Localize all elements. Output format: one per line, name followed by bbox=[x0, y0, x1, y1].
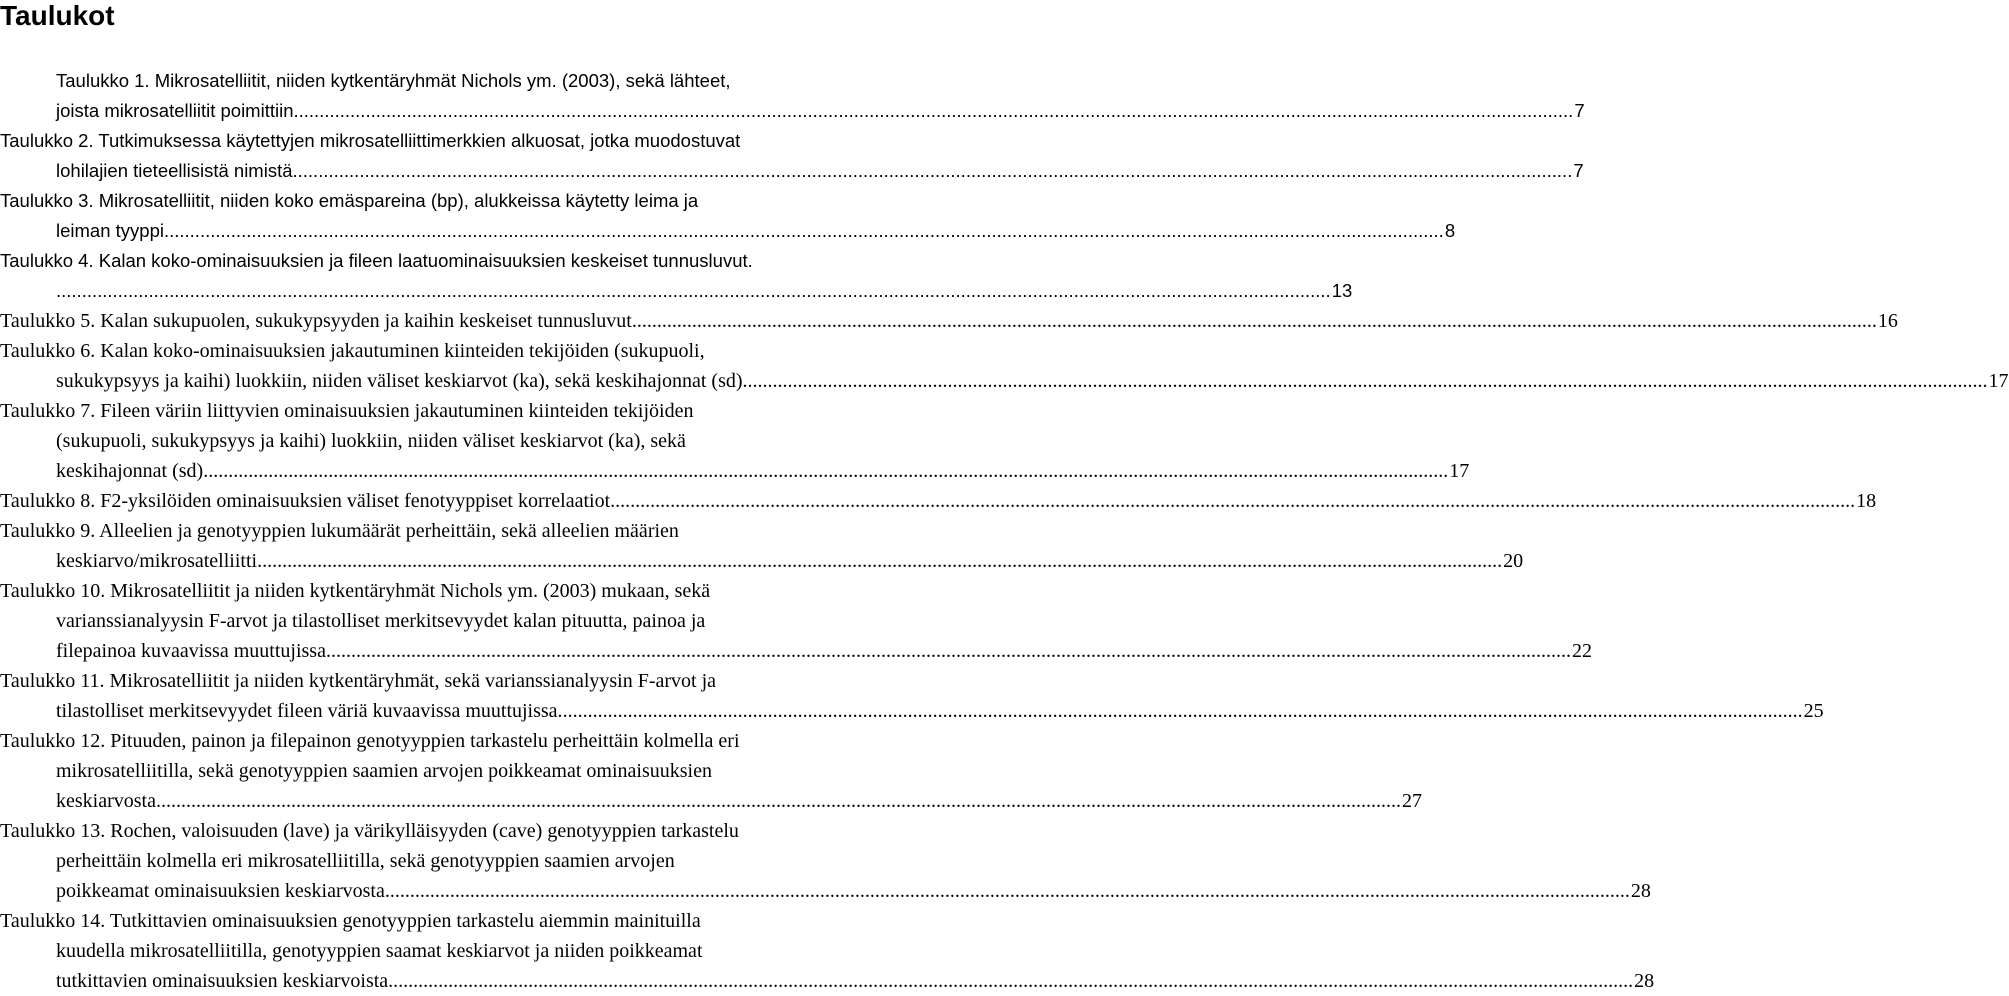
toc-entry-text: Taulukko 10. Mikrosatelliitit ja niiden kytkentäryhmät Nichols ym. (2003) mukaan, sekä bbox=[0, 580, 711, 602]
page-number: 22 bbox=[1571, 640, 1592, 662]
dot-leader bbox=[262, 546, 1502, 576]
toc-entry-text: Taulukko 9. Alleelien ja genotyyppien lukumäärät perheittäin, sekä alleelien määrien bbox=[0, 520, 679, 542]
page-number: 28 bbox=[1630, 880, 1651, 902]
toc-entry[interactable] bbox=[0, 246, 1353, 306]
page-number: 17 bbox=[1449, 460, 1470, 482]
toc-entry[interactable] bbox=[0, 666, 1824, 726]
toc-entry-text: (sukupuoli, sukukypsyys ja kaihi) luokkiin, niiden väliset keskiarvot (ka), sekä bbox=[56, 430, 686, 452]
dot-leader bbox=[331, 636, 1571, 666]
page-number: 7 bbox=[1573, 160, 1584, 181]
dot-leader bbox=[299, 96, 1574, 126]
toc-entry-text: poikkeamat ominaisuuksien keskiarvosta. bbox=[56, 880, 390, 902]
toc-entry-text: mikrosatelliitilla, sekä genotyyppien saamien arvojen poikkeamat ominaisuuksien bbox=[56, 760, 712, 782]
page-number: 8 bbox=[1444, 220, 1456, 241]
toc-entry-text: Taulukko 3. Mikrosatelliitit, niiden koko emäspareina (bp), alukkeissa käytetty leima ja bbox=[0, 190, 699, 211]
toc-entry[interactable] bbox=[0, 306, 1898, 336]
toc-entry[interactable] bbox=[0, 66, 1585, 126]
dot-leader bbox=[390, 876, 1630, 906]
toc-entry-text: Taulukko 12. Pituuden, painon ja filepainon genotyyppien tarkastelu perheittäin kolmella eri bbox=[0, 730, 740, 752]
toc-entry[interactable] bbox=[0, 186, 1456, 246]
toc-entry-text: Taulukko 1. Mikrosatelliitit, niiden kytkentäryhmät Nichols ym. (2003), sekä lähteet, bbox=[56, 70, 731, 91]
list-of-tables bbox=[0, 66, 2009, 996]
toc-entry[interactable] bbox=[0, 816, 1651, 906]
toc-entry-text: kuudella mikrosatelliitilla, genotyyppien saamat keskiarvot ja niiden poikkeamat bbox=[56, 940, 703, 962]
dot-leader bbox=[748, 366, 1988, 396]
dot-leader bbox=[161, 786, 1401, 816]
page-title: Taulukot bbox=[0, 0, 115, 31]
toc-entry-text: Taulukko 13. Rochen, valoisuuden (lave) ja värikylläisyyden (cave) genotyyppien tarkastelu bbox=[0, 820, 739, 842]
dot-leader bbox=[169, 216, 1444, 246]
toc-entry[interactable] bbox=[0, 396, 1470, 486]
dot-leader bbox=[56, 276, 1331, 306]
toc-entry-text: perheittäin kolmella eri mikrosatelliitilla, sekä genotyyppien saamien arvojen bbox=[56, 850, 675, 872]
toc-entry[interactable] bbox=[0, 726, 1422, 816]
toc-entry-text: Taulukko 6. Kalan koko-ominaisuuksien jakautuminen kiinteiden tekijöiden (sukupuoli, bbox=[0, 340, 705, 362]
page-number: 28 bbox=[1634, 970, 1655, 992]
page-number: 18 bbox=[1856, 490, 1877, 512]
toc-entry-text: Taulukko 2. Tutkimuksessa käytettyjen mikrosatelliittimerkkien alkuosat, jotka muodostuvat bbox=[0, 130, 741, 151]
toc-entry-text: leiman tyyppi. bbox=[56, 220, 170, 241]
dot-leader bbox=[208, 456, 1448, 486]
toc-entry-text: Taulukko 8. F2-yksilöiden ominaisuuksien väliset fenotyyppiset korrelaatiot. bbox=[0, 490, 616, 512]
dot-leader bbox=[637, 306, 1877, 336]
toc-entry-text: joista mikrosatelliitit poimittiin. bbox=[56, 100, 299, 121]
page-number: 16 bbox=[1877, 310, 1898, 332]
toc-entry[interactable] bbox=[0, 906, 1655, 996]
toc-entry-text: Taulukko 7. Fileen väriin liittyvien ominaisuuksien jakautuminen kiinteiden tekijöiden bbox=[0, 400, 694, 422]
toc-entry[interactable] bbox=[0, 486, 1877, 516]
toc-entry-text: tutkittavien ominaisuuksien keskiarvoista. bbox=[56, 970, 394, 992]
dot-leader bbox=[615, 486, 1855, 516]
toc-entry[interactable] bbox=[0, 576, 1592, 666]
toc-entry-text: keskiarvo/mikrosatelliitti. bbox=[56, 550, 263, 572]
dot-leader bbox=[563, 696, 1803, 726]
page-number: 13 bbox=[1331, 280, 1353, 301]
toc-entry-text: Taulukko 11. Mikrosatelliitit ja niiden kytkentäryhmät, sekä varianssianalyysin F-arvot ja bbox=[0, 670, 717, 692]
toc-entry-text: lohilajien tieteellisistä nimistä. bbox=[56, 160, 298, 181]
page-number: 27 bbox=[1401, 790, 1422, 812]
page-number: 7 bbox=[1574, 100, 1585, 121]
page-number: 17 bbox=[1988, 370, 2009, 392]
dot-leader bbox=[298, 156, 1573, 186]
page-number: 20 bbox=[1503, 550, 1524, 572]
toc-entry-text: keskiarvosta. bbox=[56, 790, 161, 812]
toc-entry[interactable] bbox=[0, 516, 1524, 576]
toc-entry-text: tilastolliset merkitsevyydet fileen väriä kuvaavissa muuttujissa. bbox=[56, 700, 563, 722]
toc-entry-text: sukukypsyys ja kaihi) luokkiin, niiden väliset keskiarvot (ka), sekä keskihajonnat (sd). bbox=[56, 370, 748, 392]
toc-entry-text: Taulukko 4. Kalan koko-ominaisuuksien ja fileen laatuominaisuuksien keskeiset tunnusluvut. bbox=[0, 250, 753, 271]
page-number: 25 bbox=[1803, 700, 1824, 722]
toc-entry[interactable] bbox=[0, 336, 2009, 396]
dot-leader bbox=[393, 966, 1633, 996]
toc-entry[interactable] bbox=[0, 126, 1584, 186]
toc-entry-text: Taulukko 14. Tutkittavien ominaisuuksien genotyyppien tarkastelu aiemmin mainituilla bbox=[0, 910, 701, 932]
toc-entry-text: keskihajonnat (sd). bbox=[56, 460, 209, 482]
toc-entry-text: varianssianalyysin F-arvot ja tilastolliset merkitsevyydet kalan pituutta, painoa ja bbox=[56, 610, 706, 632]
toc-entry-text: filepainoa kuvaavissa muuttujissa. bbox=[56, 640, 331, 662]
toc-entry-text: Taulukko 5. Kalan sukupuolen, sukukypsyyden ja kaihin keskeiset tunnusluvut. bbox=[0, 310, 637, 332]
